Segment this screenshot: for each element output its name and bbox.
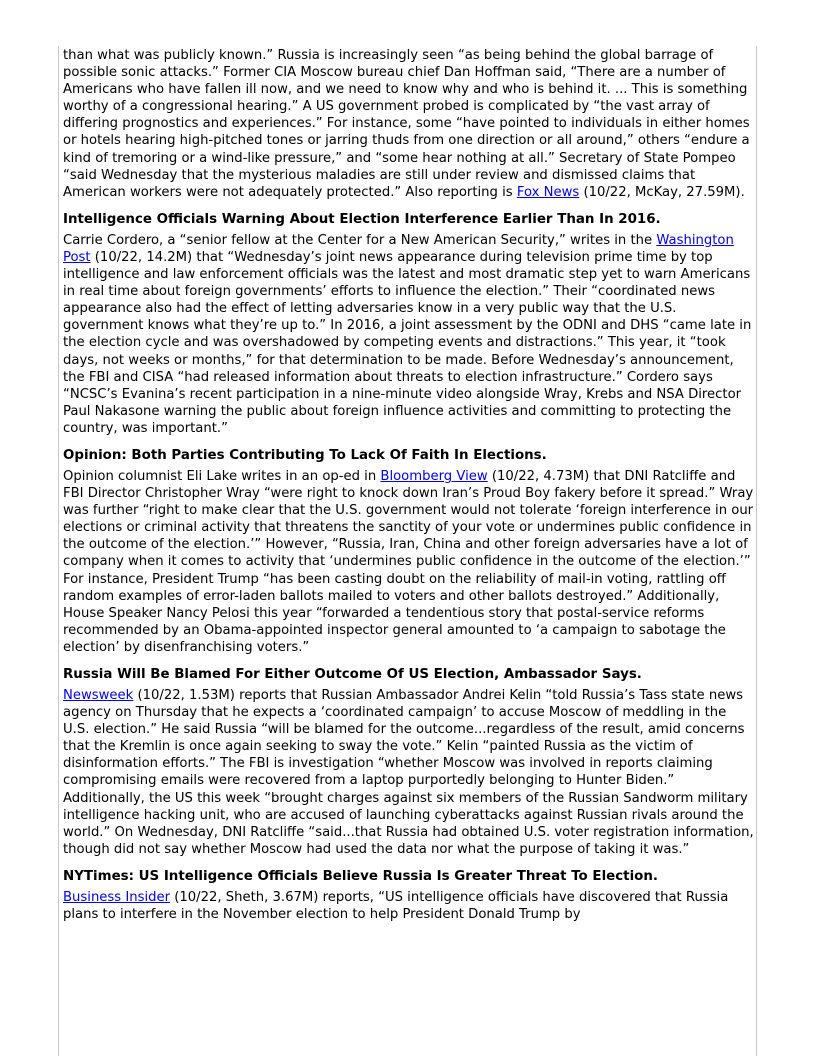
business-insider-link[interactable]: Business Insider xyxy=(63,889,171,905)
intro-text-end: (10/22, McKay, 27.59M). xyxy=(579,184,745,200)
article-heading: Opinion: Both Parties Contributing To Lack Of Faith In Elections. xyxy=(63,447,547,463)
article-text: (10/22, 4.73M) that DNI Ratcliffe and FBI Director Christopher Wray “were right to knock down Iran’s Proud Boy fakery before it spread.” Wray was further “right to make clear that the U.S. government would not tolerate ‘foreign interference in our elections or criminal activity that threatens the sanctity of your vote or undermines public confidence in the outcome of the election.’” However, “Russia, Iran, China and other foreign adversaries have a lot of company when it comes to activity that ‘undermines public confidence in the outcome of the election.’” For instance, President Trump “has been casting doubt on the reliability of mail-in voting, rattling off random examples of error-laden ballots mailed to voters and other ballots destroyed.” Additionally, House Speaker Nancy Pelosi this year “forwarded a tendentious story that postal-service reforms recommended by an Obama-appointed inspector general amounted to ‘a campaign to sabotage the election’ by disenfranchising voters.” xyxy=(63,468,754,655)
article-paragraph xyxy=(63,468,755,656)
article-text: (10/22, 14.2M) that “Wednesday’s joint news appearance during television prime time by top intelligence and law enforcement officials was the latest and most dramatic step yet to warn Americans in real time about foreign governments’ efforts to influence the election.” Their “coordinated news appearance also had the effect of letting adversaries know in a very public way that the U.S. government knows what they’re up to.” In 2016, a joint assessment by the ODNI and DHS “came late in the election cycle and was overshadowed by competing events and distractions.” This year, it “took days, not weeks or months,” for that determination to be made. Before Wednesday’s announcement, the FBI and CISA “had released information about threats to election infrastructure.” Cordero says “NCSC’s Evanina’s recent participation in a nine-minute video alongside Wray, Krebs and NSA Director Paul Nakasone warning the public about foreign influence activities and committing to protecting the country, was important.” xyxy=(63,249,752,436)
article-text: Carrie Cordero, a “senior fellow at the Center for a New American Security,” writes in the xyxy=(63,232,657,248)
article-heading: NYTimes: US Intelligence Officials Believe Russia Is Greater Threat To Election. xyxy=(63,868,658,884)
article-paragraph xyxy=(63,232,755,437)
newsweek-link[interactable]: Newsweek xyxy=(63,688,134,703)
fox-news-link[interactable]: Fox News xyxy=(516,184,580,200)
article-heading: Russia Will Be Blamed For Either Outcome Of US Election, Ambassador Says. xyxy=(63,667,642,682)
article-text: (10/22, Sheth, 3.67M) reports, “US intelligence officials have discovered that Russia plans to interfere in the November election to help President Donald Trump by xyxy=(63,889,729,923)
article-paragraph xyxy=(63,889,755,923)
intro-text: than what was publicly known.” Russia is increasingly seen “as being behind the global barrage of possible sonic attacks.” Former CIA Moscow bureau chief Dan Hoffman said, “There are a number of Americans who have fallen ill now, and we need to know why and who is behind it. ... This is something worthy of a congressional hearing.” A US government probed is complicated by “the vast array of differing prognostics and experiences.” For instance, some “have pointed to individuals in either homes or hotels hearing high-pitched tones or jarring thuds from one direction or all around,” others “endure a kind of tremoring or a wind-like pressure,” and “some hear nothing at all.” Secretary of State Pompeo “said Wednesday that the mysterious maladies are still under review and dismissed claims that American workers were not adequately protected.” Also reporting is xyxy=(63,48,750,200)
article-text: (10/22, 1.53M) reports that Russian Ambassador Andrei Kelin “told Russia’s Tass state news agency on Thursday that he expects a ‘coordinated campaign’ to accuse Moscow of meddling in the U.S. election.” He said Russia “will be blamed for the outcome...regardless of the result, amid concerns that the Kremlin is once again seeking to sway the vote.” Kelin “painted Russia as the victim of disinformation efforts.” The FBI is investigation “whether Moscow was involved in reports claiming compromising emails were recovered from a laptop purportedly belonging to Hunter Biden.” Additionally, the US this week “brought charges against six members of the Russian Sandworm military intelligence hacking unit, who are accused of launching cyberattacks against Russian rivals around the world.” On Wednesday, DNI Ratcliffe “said...that Russia had obtained U.S. voter registration information, though did not say whether Moscow had used the data nor what the purpose of taking it was.” xyxy=(63,688,754,857)
document-body xyxy=(63,47,755,923)
right-margin-rule xyxy=(756,46,757,1056)
article-heading: Intelligence Officials Warning About Election Interference Earlier Than In 2016. xyxy=(63,211,661,227)
bloomberg-view-link[interactable]: Bloomberg View xyxy=(380,468,488,484)
washington-post-link[interactable]: Washington Post xyxy=(63,232,734,265)
article-text: Opinion columnist Eli Lake writes in an op-ed in xyxy=(63,468,381,484)
intro-paragraph xyxy=(63,47,755,201)
article-paragraph xyxy=(63,687,755,858)
left-margin-rule xyxy=(58,46,59,1056)
